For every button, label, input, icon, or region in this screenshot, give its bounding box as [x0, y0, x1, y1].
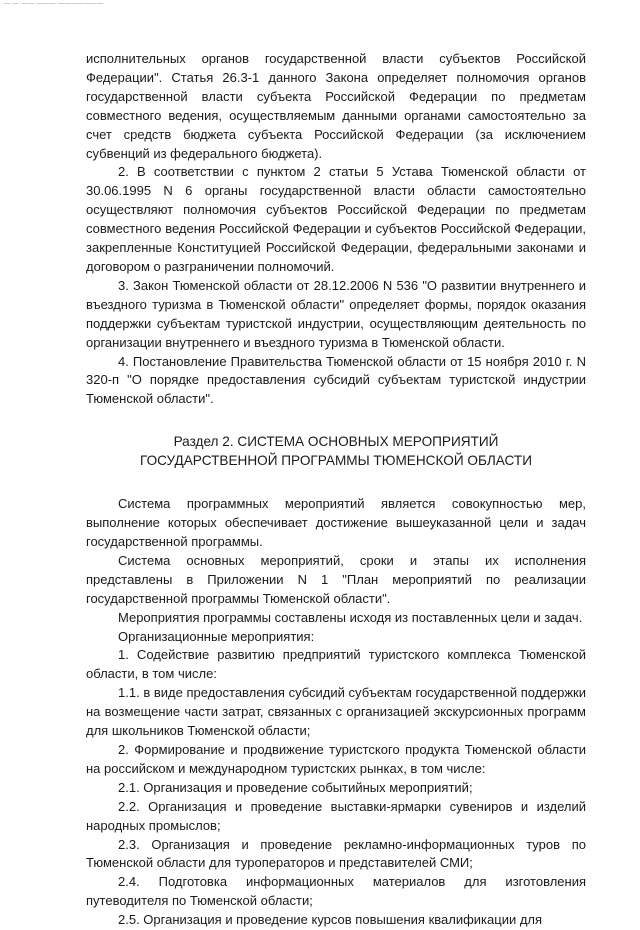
- paragraph: Мероприятия программы составлены исходя из поставленных цели и задач.: [118, 609, 583, 625]
- paragraph: 2.5. Организация и проведение курсов повышения квалификации для: [118, 912, 543, 928]
- section-heading: [86, 432, 586, 470]
- paragraph: Система программных мероприятий является совокупностью мер, выполнение которых обеспечивает достижение вышеуказанной цели и задач государственной программы.: [86, 496, 586, 550]
- paragraph: 2.4. Подготовка информационных материалов для изготовления путеводителя по Тюменской области;: [86, 874, 586, 909]
- paragraph: 2.1. Организация и проведение событийных мероприятий;: [118, 779, 473, 795]
- scan-header-mark: — — —— ——— ———————: [4, 1, 104, 7]
- paragraphs-before-section: [86, 50, 586, 409]
- paragraph: 4. Постановление Правительства Тюменской области от 15 ноября 2010 г. N 320-п "О порядке предоставления субсидий субъектам туристской индустрии Тюменской области".: [86, 353, 586, 407]
- paragraph: 3. Закон Тюменской области от 28.12.2006 N 536 "О развитии внутреннего и въездного туризма в Тюменской области" определяет формы, порядок оказания поддержки субъектам туристской индустрии, осуществляющим деятельность по организации внутреннего и въездного туризма в Тюменской области.: [86, 277, 586, 350]
- paragraph: Система основных мероприятий, сроки и этапы их исполнения представлены в Приложении N 1 "План мероприятий по реализации государственной программы Тюменской области".: [86, 552, 586, 606]
- paragraphs-after-section: [86, 495, 586, 930]
- paragraph: Организационные мероприятия:: [118, 628, 315, 644]
- paragraph: 2. Формирование и продвижение туристского продукта Тюменской области на российском и международном туристских рынках, в том числе:: [86, 742, 586, 776]
- paragraph: исполнительных органов государственной власти субъектов Российской Федерации". Статья 26.3-1 данного Закона определяет полномочия органов государственной власти субъекта Российской Федерации по предметам совместного ведения, осуществляемым данными органами самостоятельно за счет средств бюджета субъекта Российской Федерации (за исключением субвенций из федерального бюджета).: [86, 51, 586, 161]
- paragraph: 2.2. Организация и проведение выставки-ярмарки сувениров и изделий народных промыслов;: [86, 798, 586, 833]
- paragraph: 1.1. в виде предоставления субсидий субъектам государственной поддержки на возмещение части затрат, связанных с организацией экскурсионных программ для школьников Тюменской области;: [86, 685, 586, 739]
- section-heading-line-1: Раздел 2. СИСТЕМА ОСНОВНЫХ МЕРОПРИЯТИЙ: [173, 434, 499, 450]
- section-heading-line-2: ГОСУДАРСТВЕННОЙ ПРОГРАММЫ ТЮМЕНСКОЙ ОБЛАСТИ: [139, 453, 533, 469]
- paragraph: 2.3. Организация и проведение рекламно-информационных туров по Тюменской области для туроператоров и представителей СМИ;: [86, 836, 586, 871]
- document-page: [86, 50, 586, 930]
- paragraph: 2. В соответствии с пунктом 2 статьи 5 Устава Тюменской области от 30.06.1995 N 6 органы государственной власти области самостоятельно осуществляют полномочия субъектов Российской Федерации по предметам совместного ведения Российской Федерации и субъектов Российской Федерации, закрепленные Конституцией Российской Федерации, федеральными законами и договором о разграничении полномочий.: [86, 164, 586, 274]
- paragraph: 1. Содействие развитию предприятий туристского комплекса Тюменской области, в том числе:: [86, 647, 586, 682]
